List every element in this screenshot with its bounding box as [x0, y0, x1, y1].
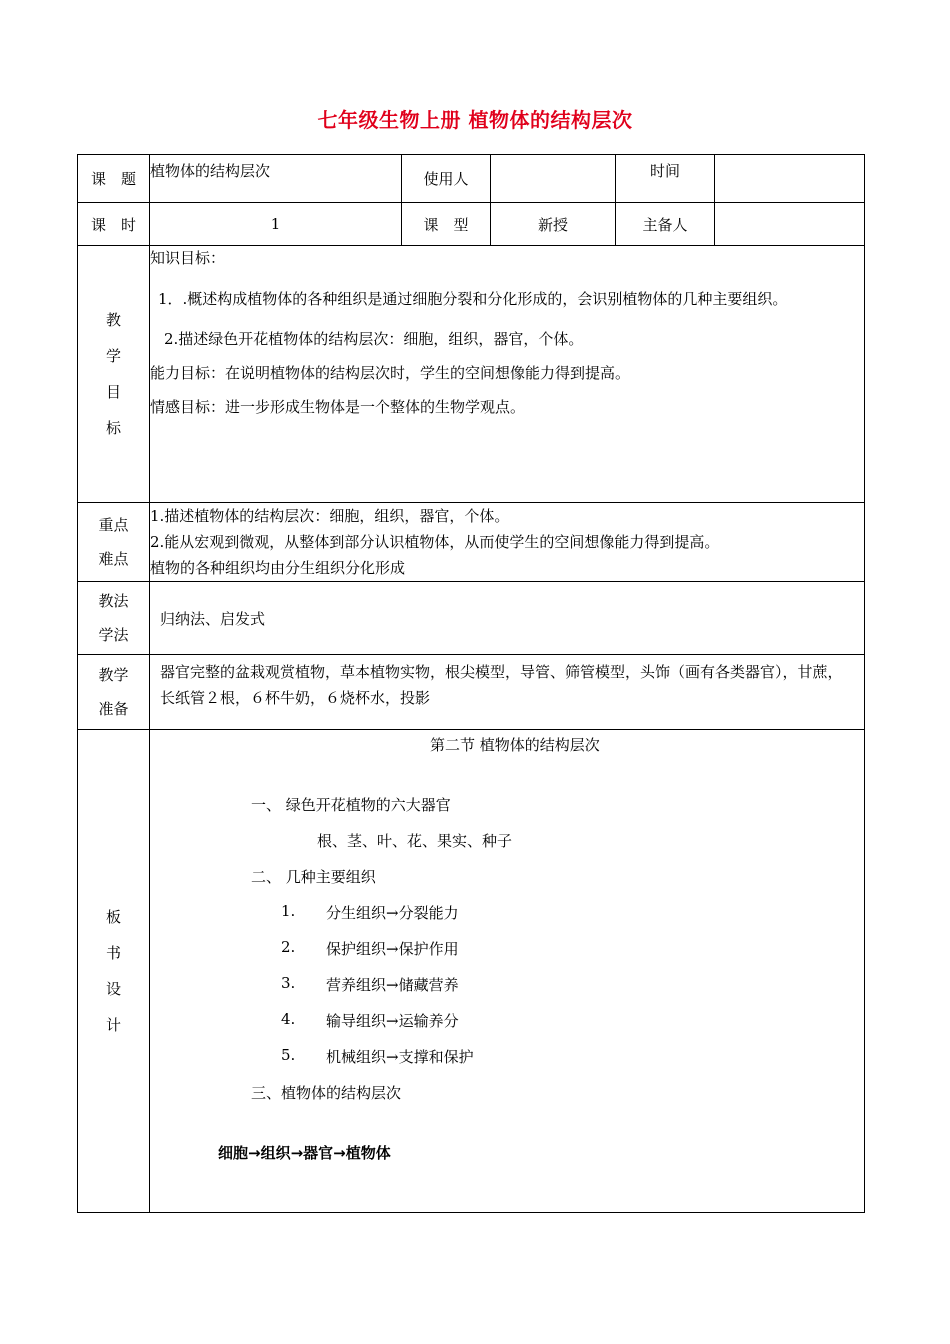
board-section-1-content: 根、茎、叶、花、果实、种子 [317, 832, 513, 850]
preparer-label: 主备人 [616, 203, 715, 246]
tissue-item-3-num: 3. [281, 974, 296, 992]
header-row-topic [78, 155, 865, 203]
period-value: 1 [150, 203, 402, 246]
goals-label: 教 学 目 标 [78, 246, 150, 503]
page-title: 七年级生物上册 植物体的结构层次 [317, 108, 633, 132]
knowledge-item-2: 2.描述绿色开花植物体的结构层次：细胞，组织，器官，个体。 [164, 330, 584, 348]
board-section-3-title: 三、植物体的结构层次 [251, 1084, 402, 1102]
header-row-period [78, 203, 865, 246]
board-label: 板 书 设 计 [78, 730, 150, 1213]
time-label: 时间 [616, 155, 715, 203]
preparation-content: 器官完整的盆栽观赏植物，草本植物实物，根尖模型，导管、筛管模型，头饰（画有各类器官），甘蔗，长纸管２根，６杯牛奶，６烧杯水，投影 [150, 655, 865, 730]
topic-label: 课 题 [78, 155, 150, 203]
board-summary: 细胞→组织→器官→植物体 [218, 1144, 391, 1162]
board-section-1-title: 一、 绿色开花植物的六大器官 [251, 796, 451, 814]
preparation-label: 教学 准备 [78, 655, 150, 730]
preparer-value [715, 203, 865, 246]
type-label: 课 型 [402, 203, 491, 246]
board-heading: 第二节 植物体的结构层次 [430, 736, 600, 754]
knowledge-item-1: 1．.概述构成植物体的各种组织是通过细胞分裂和分化形成的，会识别植物体的几种主要组织。 [158, 290, 788, 308]
tissue-item-3-text: 营养组织→储藏营养 [326, 976, 459, 994]
ability-goal: 能力目标：在说明植物体的结构层次时，学生的空间想像能力得到提高。 [150, 364, 631, 382]
tissue-item-4-text: 输导组织→运输养分 [326, 1012, 459, 1030]
key-point-1: 1.描述植物体的结构层次：细胞，组织，器官，个体。 [150, 507, 510, 525]
tissue-item-4-num: 4. [281, 1010, 296, 1028]
tissue-item-5-num: 5. [281, 1046, 296, 1064]
key-points-label: 重点 难点 [78, 503, 150, 582]
board-content [150, 730, 865, 1213]
tissue-item-5-text: 机械组织→支撑和保护 [326, 1048, 474, 1066]
methods-content: 归纳法、启发式 [150, 582, 865, 655]
tissue-item-2-text: 保护组织→保护作用 [326, 940, 459, 958]
type-value: 新授 [491, 203, 616, 246]
methods-label: 教法 学法 [78, 582, 150, 655]
goals-content [150, 246, 865, 503]
user-value [491, 155, 616, 203]
key-point-2: 2.能从宏观到微观，从整体到部分认识植物体，从而使学生的空间想像能力得到提高。 [150, 533, 720, 551]
board-section-2-title: 二、 几种主要组织 [251, 868, 376, 886]
emotion-goal: 情感目标：进一步形成生物体是一个整体的生物学观点。 [150, 398, 526, 416]
key-points-row [78, 503, 865, 582]
tissue-item-1-num: 1. [281, 902, 296, 920]
methods-row [78, 582, 865, 655]
tissue-item-2-num: 2. [281, 938, 296, 956]
tissue-item-1-text: 分生组织→分裂能力 [326, 904, 459, 922]
time-value [715, 155, 865, 203]
goals-row [78, 246, 865, 503]
key-points-content [150, 503, 865, 582]
board-row [78, 730, 865, 1213]
key-point-3: 植物的各种组织均由分生组织分化形成 [150, 559, 406, 577]
topic-value: 植物体的结构层次 [150, 155, 402, 203]
period-label: 课 时 [78, 203, 150, 246]
user-label: 使用人 [402, 155, 491, 203]
lesson-plan-table [77, 154, 865, 1213]
knowledge-heading: 知识目标： [150, 249, 226, 267]
preparation-row [78, 655, 865, 730]
